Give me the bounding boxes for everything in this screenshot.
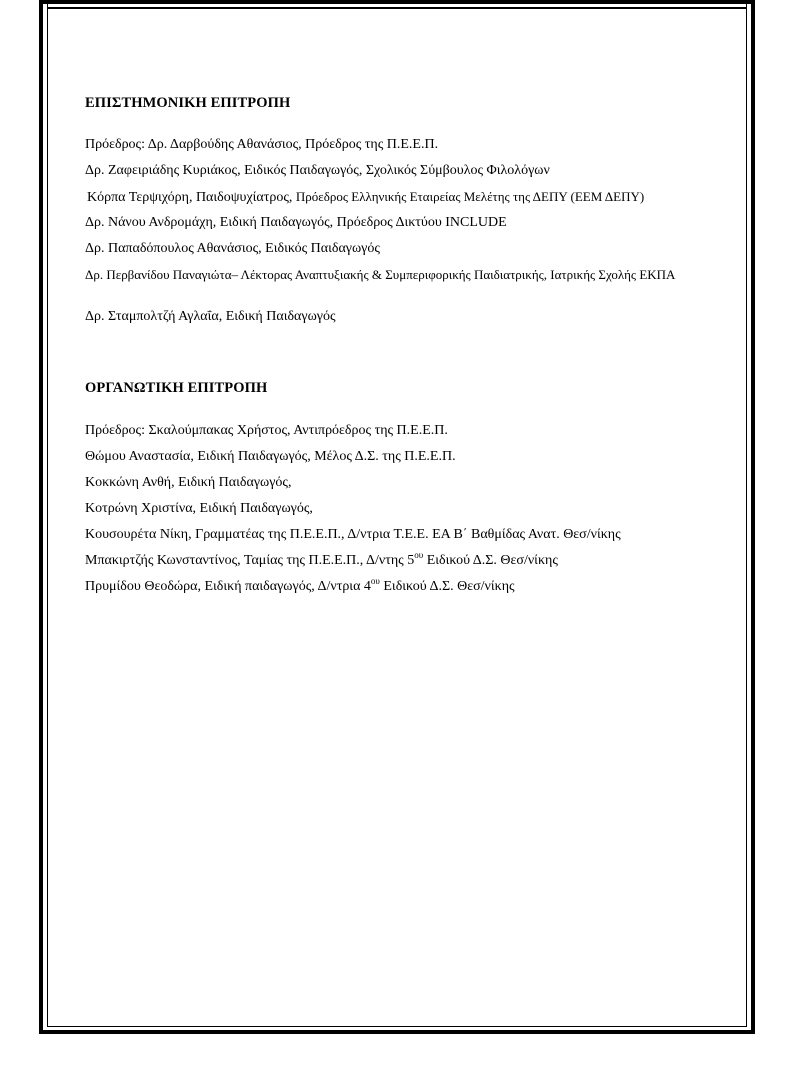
ordinal-suffix: ου	[370, 576, 380, 586]
organizing-committee-title: ΟΡΓΑΝΩΤΙΚΗ ΕΠΙΤΡΟΠΗ	[85, 380, 268, 396]
scientific-member: Δρ. Νάνου Ανδρομάχη, Ειδική Παιδαγωγός, Πρόεδρος Δικτύου INCLUDE	[85, 215, 507, 230]
organizing-member: Πρόεδρος: Σκαλούμπακας Χρήστος, Αντιπρόεδρος της Π.Ε.Ε.Π.	[85, 423, 448, 438]
member-text: Ειδικού Δ.Σ. Θεσ/νίκης	[379, 579, 515, 594]
scientific-member: Δρ. Παπαδόπουλος Αθανάσιος, Ειδικός Παιδαγωγός	[85, 241, 380, 256]
organizing-member	[85, 550, 558, 569]
member-text: Μπακιρτζής Κωνσταντίνος, Ταμίας της Π.Ε.Ε.Π., Δ/ντης 5	[85, 553, 415, 568]
scientific-member: Δρ. Σταμπολτζή Αγλαΐα, Ειδική Παιδαγωγός	[85, 309, 336, 324]
organizing-member: Κοκκώνη Ανθή, Ειδική Παιδαγωγός,	[85, 475, 292, 490]
organizing-member: Θώμου Αναστασία, Ειδική Παιδαγωγός, Μέλος Δ.Σ. της Π.Ε.Ε.Π.	[85, 449, 456, 464]
organizing-member	[85, 576, 515, 595]
member-text: Ειδικού Δ.Σ. Θεσ/νίκης	[423, 553, 558, 568]
scientific-member: Δρ. Περβανίδου Παναγιώτα– Λέκτορας Αναπτυξιακής & Συμπεριφορικής Παιδιατρικής, Ιατρικής Σχολής ΕΚΠΑ	[85, 267, 676, 282]
ordinal-suffix: ου	[414, 550, 424, 560]
member-name: Κόρπα Τερψιχόρη, Παιδοψυχίατρος,	[87, 190, 293, 205]
scientific-member	[87, 189, 644, 206]
organizing-member: Κοτρώνη Χριστίνα, Ειδική Παιδαγωγός,	[85, 501, 313, 516]
organizing-member: Κουσουρέτα Νίκη, Γραμματέας της Π.Ε.Ε.Π., Δ/ντρια Τ.Ε.Ε. ΕΑ Β΄ Βαθμίδας Ανατ. Θεσ/νίκης	[85, 527, 621, 542]
page-bottom-margin	[0, 1042, 800, 1067]
member-role: Πρόεδρος Ελληνικής Εταιρείας Μελέτης της ΔΕΠΥ (ΕΕΜ ΔΕΠΥ)	[295, 189, 645, 204]
member-text: Πρυμίδου Θεοδώρα, Ειδική παιδαγωγός, Δ/ντρια 4	[85, 579, 371, 594]
scientific-member: Πρόεδρος: Δρ. Δαρβούδης Αθανάσιος, Πρόεδρος της Π.Ε.Ε.Π.	[85, 137, 439, 152]
scientific-member: Δρ. Ζαφειριάδης Κυριάκος, Ειδικός Παιδαγωγός, Σχολικός Σύμβουλος Φιλολόγων	[85, 163, 550, 178]
scientific-committee-title: ΕΠΙΣΤΗΜΟΝΙΚΗ ΕΠΙΤΡΟΠΗ	[85, 95, 291, 111]
